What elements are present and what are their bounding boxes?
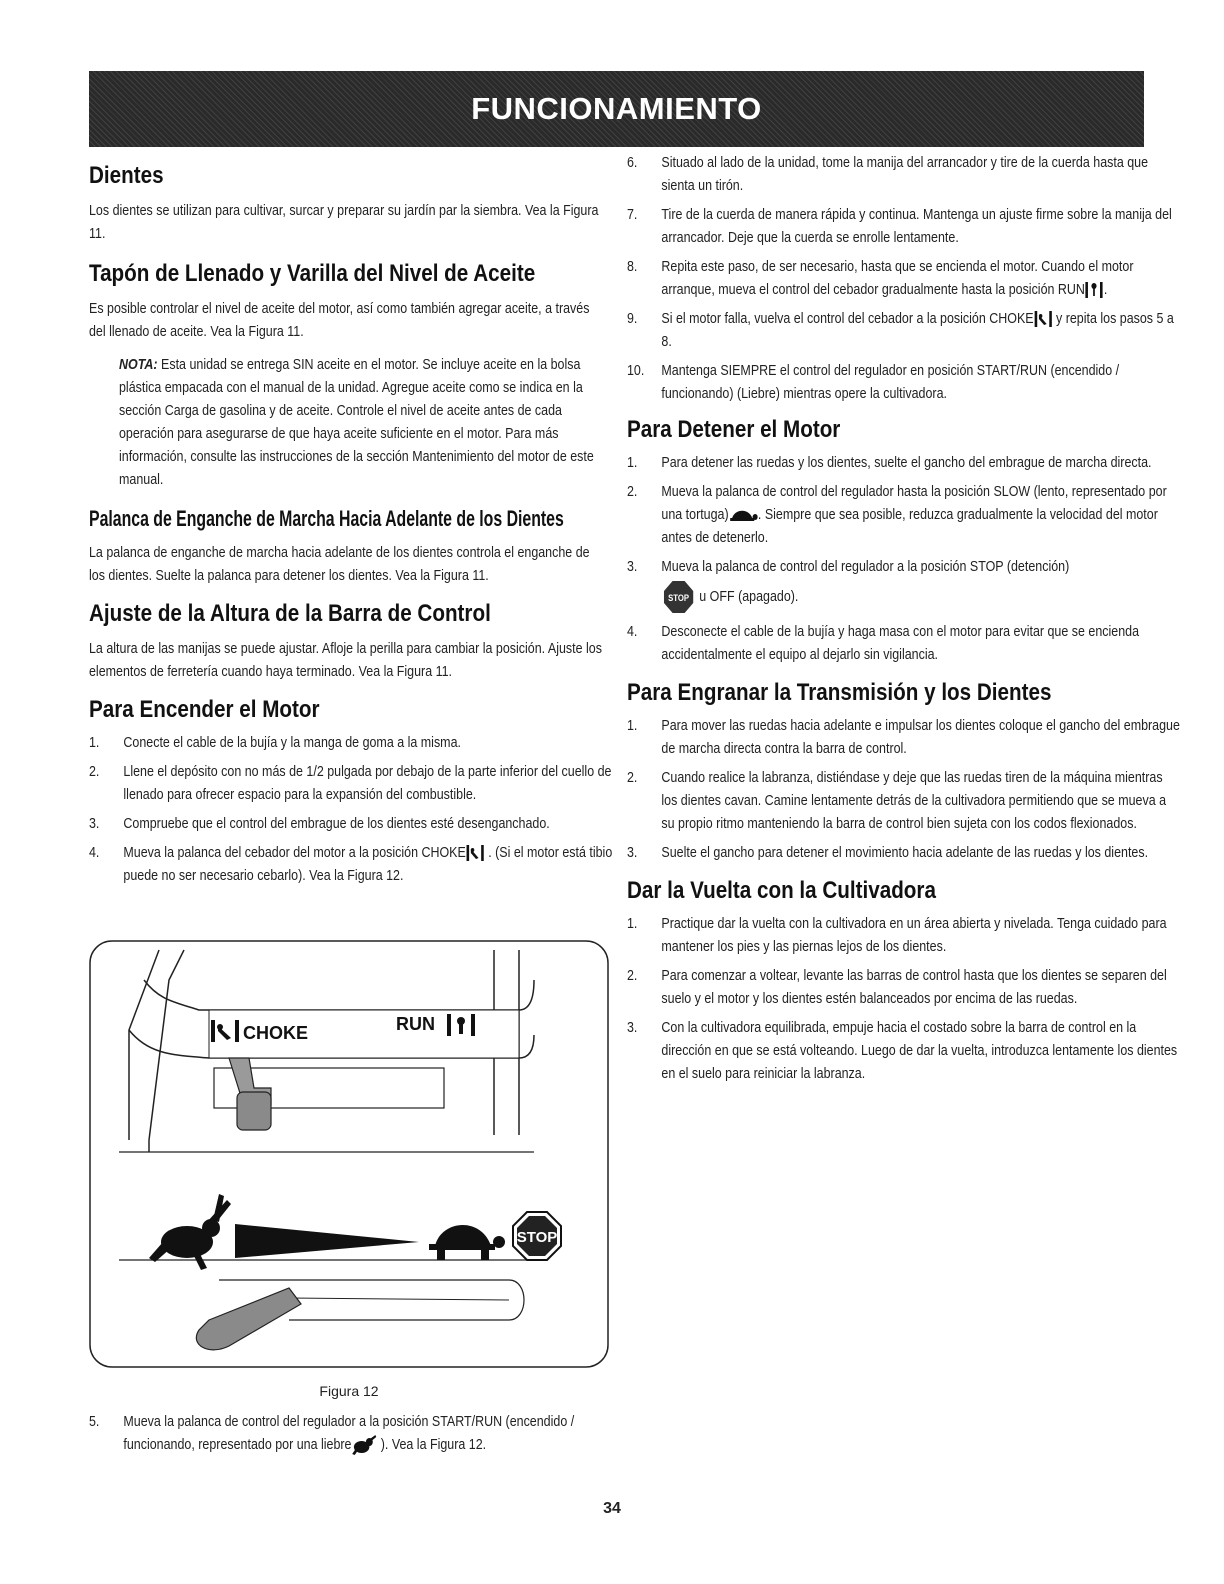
note-label: NOTA: <box>119 357 158 373</box>
engranar-list <box>627 715 1180 865</box>
figure-choke-label: CHOKE <box>243 1023 309 1043</box>
throttle-symbols <box>89 1170 609 1360</box>
heading-vuelta: Dar la Vuelta con la Cultivadora <box>627 877 936 904</box>
tapon-text: Es posible controlar el nivel de aceite del motor, así como también agregar aceite, a través del llenado de aceite. Vea la Figura 11. <box>89 301 590 340</box>
list-item: 1. Conecte el cable de la bujía y la manga de goma a la misma. <box>89 735 461 751</box>
figure-caption: Figura 12 <box>319 1383 379 1399</box>
rabbit-icon <box>149 1194 231 1270</box>
heading-encender: Para Encender el Motor <box>89 696 320 723</box>
list-item: 4. Mueva la palanca del cebador del motor a la posición CHOKE . (Si el motor está tibio puede no ser necesario cebarlo). Vea la Figura 12. <box>89 845 613 884</box>
list-item: 3. Con la cultivadora equilibrada, empuje hacia el costado sobre la barra de control en la dirección en que se está volteando. Luego de dar la vuelta, introduzca lentamente los dientes en el suelo para reiniciar la labranza. <box>627 1020 1178 1082</box>
list-item: 1. Para mover las ruedas hacia adelante e impulsar los dientes coloque el gancho del embrague de marcha directa contra la barra de control. <box>627 718 1180 757</box>
dientes-text: Los dientes se utilizan para cultivar, surcar y preparar su jardín par la siembra. Vea la Figura 11. <box>89 203 599 242</box>
encender-list-cont <box>89 1411 604 1457</box>
throttle-symbols-graphic <box>89 1170 609 1360</box>
heading-ajuste: Ajuste de la Altura de la Barra de Control <box>89 600 491 627</box>
list-item: 2. Llene el depósito con no más de 1/2 pulgada por debajo de la parte inferior del cuello de llenado para ofrecer espacio para la expansión del combustible. <box>89 764 612 803</box>
list-item: 9. Si el motor falla, vuelva el control del cebador a la posición CHOKE y repita los pasos 5 a 8. <box>627 311 1174 350</box>
choke-symbol-icon <box>466 844 485 862</box>
speed-wedge-icon <box>235 1224 419 1258</box>
svg-text:STOP: STOP <box>668 592 690 604</box>
list-item: 6. Situado al lado de la unidad, tome la manija del arrancador y tire de la cuerda hasta que sienta un tirón. <box>627 155 1149 194</box>
list-item: 3. Suelte el gancho para detener el movimiento hacia adelante de las ruedas y los dientes. <box>627 845 1149 861</box>
heading-palanca: Palanca de Enganche de Marcha Hacia Adelante de los Dientes <box>89 506 564 531</box>
heading-detener: Para Detener el Motor <box>627 416 841 443</box>
list-item: 8. Repita este paso, de ser necesario, hasta que se encienda el motor. Cuando el motor arranque, mueva el control del cebador gradualmente hasta la posición RUN . <box>627 259 1134 298</box>
heading-dientes: Dientes <box>89 162 164 189</box>
list-item: 2. Cuando realice la labranza, distiéndase y deje que las ruedas tiren de la máquina mientras los dientes cavan. Camine lentamente detrás de la cultivadora permitiendo que se mueva a su propio ritmo manteniendo la barra de control bien sujeta con los codos flexionados. <box>627 770 1167 832</box>
stop-sign-icon <box>661 579 695 615</box>
list-item: 1. Practique dar la vuelta con la cultivadora en un área abierta y nivelada. Tenga cuidado para mantener los pies y las piernas lejos de los dientes. <box>627 916 1167 955</box>
list-item: 2. Mueva la palanca de control del regulador hasta la posición SLOW (lento, representado por una tortuga) . Siempre que sea posible, reduzca gradualmente la velocidad del motor antes de detenerlo. <box>627 484 1167 546</box>
start-steps-list <box>627 152 1174 406</box>
heading-tapon: Tapón de Llenado y Varilla del Nivel de Aceite <box>89 260 536 287</box>
list-item: 3. Compruebe que el control del embrague de los dientes esté desenganchado. <box>89 816 550 832</box>
rabbit-icon <box>352 1435 378 1455</box>
detener-list <box>627 452 1167 667</box>
list-item: 5. Mueva la palanca de control del regulador a la posición START/RUN (encendido / funcionando, representado por una liebre ). Vea la Figura 12. <box>89 1411 637 1457</box>
stop-sign-label: STOP <box>516 1229 558 1246</box>
note-text: Esta unidad se entrega SIN aceite en el motor. Se incluye aceite en la bolsa plástica empacada con el manual de la unidad. Agregue aceite como se indica en la sección Carga de gasolina y de aceite. Controle el nivel de aceite antes de cada operación para asegurarse de que haya aceite suficiente en el motor. Para más información, consulte las instrucciones de la sección Mantenimiento del motor de este manual. <box>119 357 594 488</box>
list-item: 2. Para comenzar a voltear, levante las barras de control hasta que los dientes se separen del suelo y el motor y los dientes estén balanceados por encima de las ruedas. <box>627 968 1167 1007</box>
list-item: 3. Mueva la palanca de control del regulador a la posición STOP (detención) STOP u OFF (apagado). <box>627 556 1180 615</box>
right-column <box>627 152 1180 1086</box>
encender-list <box>89 732 613 888</box>
section-banner <box>89 71 1144 147</box>
ajuste-text: La altura de las manijas se puede ajustar. Afloje la perilla para cambiar la posición. Ajuste los elementos de ferretería cuando haya terminado. Vea la Figura 11. <box>89 641 602 680</box>
stop-sign-icon <box>513 1212 561 1260</box>
vuelta-list <box>627 913 1178 1086</box>
turtle-icon <box>429 1225 505 1260</box>
palanca-text: La palanca de enganche de marcha hacia adelante de los dientes controla el enganche de los dientes. Suelte la palanca para detener los dientes. Vea la Figura 11. <box>89 545 590 584</box>
heading-engranar: Para Engranar la Transmisión y los Dientes <box>627 679 1052 706</box>
list-item: 7. Tire de la cuerda de manera rápida y continua. Mantenga un ajuste firme sobre la manija del arrancador. Deje que la cuerda se enrolle lentamente. <box>627 207 1172 246</box>
left-column <box>89 152 613 888</box>
turtle-icon <box>729 507 758 523</box>
choke-symbol-icon <box>1034 310 1053 328</box>
list-item: 1. Para detener las ruedas y los dientes, suelte el gancho del embrague de marcha directa. <box>627 455 1152 471</box>
list-item: 10. Mantenga SIEMPRE el control del regulador en posición START/RUN (encendido / funcionando) (Liebre) mientras opere la cultivadora. <box>627 363 1120 402</box>
page-number: 34 <box>603 1500 621 1517</box>
tapon-note <box>119 354 597 492</box>
figure-run-label: RUN <box>396 1014 435 1034</box>
list-item: 4. Desconecte el cable de la bujía y haga masa con el motor para evitar que se encienda accidentalmente el equipo al dejarlo sin vigilancia. <box>627 624 1140 663</box>
run-symbol-icon <box>1085 281 1104 299</box>
banner-title: FUNCIONAMIENTO <box>471 91 762 126</box>
